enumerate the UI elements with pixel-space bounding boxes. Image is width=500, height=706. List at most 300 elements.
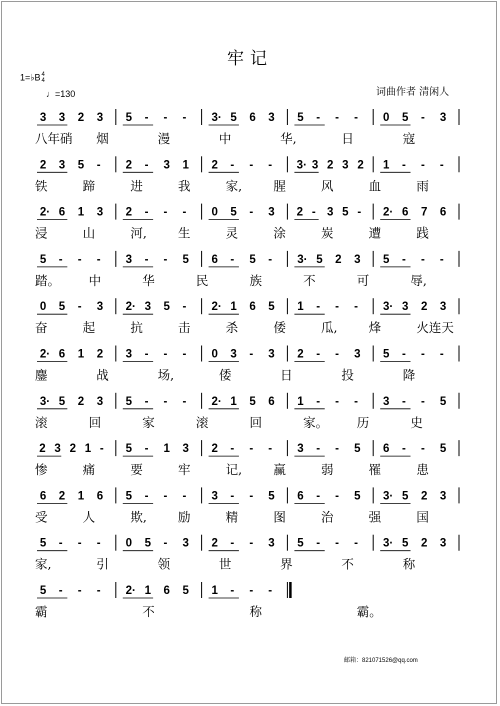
note: - bbox=[230, 585, 235, 597]
note: 3 bbox=[354, 348, 361, 361]
lyric-word: 民 bbox=[195, 272, 209, 288]
lyric-word: 家, bbox=[35, 556, 52, 572]
note: 5 bbox=[401, 112, 409, 124]
note: 2 bbox=[420, 301, 428, 314]
note: - bbox=[96, 159, 101, 172]
lyric-word: 日 bbox=[341, 131, 354, 146]
lyric-word: 辱, bbox=[410, 272, 427, 288]
lyric-word: 血 bbox=[368, 178, 382, 194]
note: 3 bbox=[439, 537, 447, 550]
note: 3 bbox=[182, 443, 189, 456]
lyric-word: 称 bbox=[249, 604, 263, 619]
note: - bbox=[249, 443, 254, 456]
note: - bbox=[163, 537, 168, 550]
note: 3 bbox=[354, 253, 361, 266]
note: - bbox=[420, 395, 425, 408]
note: - bbox=[182, 206, 187, 219]
note: 6 bbox=[439, 206, 447, 219]
lyric-word: 惨 bbox=[35, 462, 48, 478]
note: - bbox=[335, 490, 339, 503]
note: 2· bbox=[211, 301, 222, 314]
note: 2 bbox=[420, 490, 428, 503]
note: 5 bbox=[268, 301, 275, 314]
note: 3 bbox=[439, 301, 447, 314]
lyric-word: 八年硝 bbox=[35, 131, 73, 146]
lyric-word: 霸。 bbox=[356, 604, 382, 619]
note: 5 bbox=[383, 253, 390, 266]
lyric-word: 欺, bbox=[130, 509, 147, 525]
lyric-word: 投 bbox=[341, 367, 354, 383]
note: 3 bbox=[58, 112, 66, 124]
note: 3 bbox=[54, 443, 61, 456]
note: - bbox=[182, 112, 187, 124]
note: 6 bbox=[249, 112, 256, 124]
note: 5 bbox=[297, 112, 304, 124]
note: - bbox=[249, 490, 254, 503]
lyric-word: 回 bbox=[249, 414, 263, 430]
lyric-word: 火连天 bbox=[416, 320, 454, 336]
note: 3 bbox=[211, 490, 218, 503]
note: 2· bbox=[125, 301, 136, 314]
lyric-word: 痛 bbox=[82, 462, 96, 478]
note: 5 bbox=[297, 537, 304, 550]
note: - bbox=[230, 443, 235, 456]
note: - bbox=[144, 443, 149, 456]
note: - bbox=[316, 112, 321, 124]
lyric-word: 雨 bbox=[416, 178, 429, 194]
note: - bbox=[439, 348, 444, 361]
note: - bbox=[144, 206, 149, 219]
author-credit: 词曲作者 清闲人 bbox=[376, 87, 450, 98]
lyric-word: 烽 bbox=[368, 320, 382, 336]
note: - bbox=[182, 348, 187, 361]
note: - bbox=[420, 253, 425, 266]
note: 5 bbox=[249, 253, 256, 266]
note: 5 bbox=[125, 490, 133, 503]
note: 3 bbox=[96, 301, 104, 314]
note: 2· bbox=[383, 206, 394, 219]
note: 2 bbox=[296, 206, 304, 219]
note: 5 bbox=[354, 443, 361, 456]
note: 2· bbox=[39, 206, 51, 219]
note: - bbox=[268, 585, 273, 597]
lyric-word: 我 bbox=[178, 178, 191, 194]
lyric-word: 家。 bbox=[303, 414, 329, 430]
note: 3 bbox=[96, 112, 104, 124]
note: - bbox=[230, 490, 235, 503]
note: 5 bbox=[58, 301, 66, 314]
note: 3 bbox=[125, 348, 133, 361]
note: - bbox=[316, 537, 321, 550]
note: 0 bbox=[211, 348, 218, 361]
lyric-word: 涂 bbox=[273, 225, 286, 241]
note: 3 bbox=[230, 348, 237, 361]
note: - bbox=[268, 253, 273, 266]
note: - bbox=[316, 301, 321, 314]
time-signature: 4 4 bbox=[41, 72, 45, 84]
note: 2· bbox=[211, 395, 222, 408]
note: 3 bbox=[125, 253, 133, 266]
note: - bbox=[144, 159, 149, 172]
lyric-word: 受 bbox=[35, 509, 48, 525]
lyric-word: 图 bbox=[273, 509, 286, 525]
note: 3 bbox=[96, 206, 104, 219]
note: - bbox=[96, 585, 101, 597]
note: 1 bbox=[163, 443, 170, 456]
note: 5 bbox=[182, 253, 189, 266]
note: - bbox=[163, 348, 168, 361]
note: - bbox=[357, 206, 362, 219]
note: 1 bbox=[182, 159, 189, 172]
note: 6 bbox=[163, 585, 170, 597]
lyric-word: 国 bbox=[416, 509, 429, 525]
lyric-word: 山 bbox=[82, 225, 96, 241]
note: 2· bbox=[39, 348, 51, 361]
lyric-word: 中 bbox=[218, 131, 232, 146]
lyric-word: 滚 bbox=[35, 414, 48, 430]
note: 5 bbox=[316, 253, 323, 266]
note: - bbox=[77, 301, 82, 314]
lyric-word: 杀 bbox=[225, 320, 239, 336]
note: 3 bbox=[326, 206, 334, 219]
note: - bbox=[144, 395, 149, 408]
lyric-word: 寇 bbox=[402, 131, 416, 146]
note: 3 bbox=[268, 206, 275, 219]
lyric-word: 踏。 bbox=[35, 272, 61, 288]
lyric-word: 赢 bbox=[273, 462, 286, 478]
note: 6 bbox=[401, 206, 409, 219]
lyric-word: 世 bbox=[218, 556, 232, 572]
note: - bbox=[401, 253, 406, 266]
note: 3 bbox=[268, 348, 275, 361]
lyric-word: 引 bbox=[96, 556, 109, 572]
note: - bbox=[77, 585, 82, 597]
note: 3· bbox=[296, 159, 307, 172]
note: 3· bbox=[383, 490, 394, 503]
note: 2 bbox=[39, 159, 47, 172]
note: - bbox=[268, 443, 273, 456]
note: - bbox=[335, 443, 339, 456]
lyric-word: 华 bbox=[142, 272, 155, 288]
note: 3 bbox=[163, 159, 170, 172]
note: - bbox=[99, 443, 104, 456]
lyric-word: 烟 bbox=[96, 131, 109, 146]
note: - bbox=[58, 537, 63, 550]
note: - bbox=[420, 443, 425, 456]
song-title: 牢记 bbox=[227, 49, 273, 69]
note: 3 bbox=[268, 537, 275, 550]
note: - bbox=[58, 585, 63, 597]
lyric-word: 灵 bbox=[225, 225, 239, 241]
note: 1 bbox=[230, 395, 237, 408]
lyric-word: 牢 bbox=[178, 462, 191, 478]
note: 1 bbox=[230, 301, 237, 314]
note: - bbox=[249, 159, 254, 172]
note: 5 bbox=[77, 159, 85, 172]
note: - bbox=[249, 348, 254, 361]
note: 3 bbox=[297, 443, 304, 456]
note: - bbox=[96, 537, 101, 550]
note: - bbox=[335, 348, 339, 361]
note: 0 bbox=[211, 206, 218, 219]
note: 5 bbox=[144, 537, 151, 550]
lyric-word: 家 bbox=[142, 414, 155, 430]
note: 5 bbox=[230, 112, 237, 124]
note: 5 bbox=[439, 395, 447, 408]
note: - bbox=[401, 443, 406, 456]
note: - bbox=[316, 348, 321, 361]
note: 3 bbox=[439, 490, 447, 503]
note: - bbox=[182, 395, 187, 408]
note: 1 bbox=[211, 585, 218, 597]
lyric-word: 降 bbox=[402, 367, 416, 383]
note: 3 bbox=[144, 301, 151, 314]
note: 3· bbox=[383, 301, 394, 314]
note: 6 bbox=[249, 301, 256, 314]
note: 2 bbox=[211, 159, 218, 172]
note: 5 bbox=[383, 348, 390, 361]
lyric-word: 践 bbox=[416, 225, 429, 241]
contact-email: 邮箱：821071526@qq.com bbox=[344, 658, 418, 664]
lyric-word: 回 bbox=[88, 414, 102, 430]
note: 2· bbox=[125, 585, 136, 597]
note: - bbox=[163, 206, 168, 219]
lyric-word: 生 bbox=[178, 225, 191, 241]
note: 3 bbox=[39, 112, 47, 124]
note: 3 bbox=[383, 395, 390, 408]
note: 2 bbox=[211, 537, 218, 550]
note: 3 bbox=[96, 395, 104, 408]
lyric-word: 瓜, bbox=[321, 320, 338, 336]
note: 3 bbox=[342, 159, 349, 172]
note: - bbox=[182, 490, 187, 503]
note: 6 bbox=[58, 206, 66, 219]
note: - bbox=[316, 443, 321, 456]
note: 5 bbox=[125, 395, 133, 408]
note: 3· bbox=[383, 537, 394, 550]
note: 2 bbox=[357, 159, 364, 172]
note: 5 bbox=[268, 490, 275, 503]
note: 6 bbox=[383, 443, 390, 456]
note: - bbox=[144, 490, 149, 503]
note: - bbox=[230, 253, 235, 266]
note: - bbox=[311, 206, 316, 219]
note: 5 bbox=[182, 585, 189, 597]
lyric-word: 不 bbox=[142, 604, 155, 619]
note: - bbox=[163, 253, 168, 266]
note: - bbox=[439, 253, 444, 266]
lyric-word: 蹄 bbox=[82, 178, 96, 194]
lyric-word: 击 bbox=[178, 320, 191, 336]
note: - bbox=[182, 301, 187, 314]
note: 3 bbox=[58, 159, 66, 172]
key-label: 1=♭B bbox=[20, 72, 41, 83]
note: 6 bbox=[297, 490, 304, 503]
lyric-word: 称 bbox=[402, 556, 416, 572]
lyric-word: 记, bbox=[225, 462, 243, 478]
lyric-word: 腥 bbox=[273, 178, 286, 194]
note: 1 bbox=[297, 301, 304, 314]
lyric-word: 可 bbox=[356, 272, 370, 288]
lyric-word: 精 bbox=[225, 509, 239, 525]
note: 3 bbox=[401, 301, 409, 314]
lyric-word: 患 bbox=[416, 462, 429, 478]
note: - bbox=[401, 348, 406, 361]
lyric-word: 起 bbox=[82, 320, 96, 336]
lyric-word: 领 bbox=[157, 556, 171, 572]
note: 2 bbox=[39, 443, 46, 456]
note: 6 bbox=[58, 348, 66, 361]
note: - bbox=[316, 395, 321, 408]
note: 1 bbox=[297, 395, 304, 408]
note: 0 bbox=[39, 301, 47, 314]
lyric-word: 华, bbox=[280, 131, 297, 146]
lyric-word: 界 bbox=[280, 556, 293, 572]
note: 0 bbox=[125, 537, 133, 550]
note: - bbox=[144, 253, 149, 266]
lyric-word: 浸 bbox=[35, 225, 48, 241]
note: - bbox=[354, 395, 358, 408]
note: 6 bbox=[211, 253, 218, 266]
note: - bbox=[58, 253, 63, 266]
note: 2 bbox=[326, 159, 334, 172]
lyric-word: 罹 bbox=[368, 462, 382, 478]
note: - bbox=[249, 206, 254, 219]
lyric-word: 中 bbox=[88, 272, 102, 288]
note: - bbox=[163, 112, 168, 124]
note: 3· bbox=[211, 112, 222, 124]
note: 2 bbox=[77, 395, 85, 408]
lyric-word: 场, bbox=[157, 367, 175, 383]
lyric-word: 炭 bbox=[321, 225, 334, 241]
note: 7 bbox=[420, 206, 428, 219]
lyric-word: 进 bbox=[130, 178, 143, 194]
lyric-word: 日 bbox=[280, 367, 293, 383]
note: - bbox=[335, 395, 339, 408]
note: 3· bbox=[297, 253, 308, 266]
lyric-word: 河, bbox=[130, 225, 147, 241]
note: - bbox=[335, 301, 339, 314]
note: 1 bbox=[77, 348, 85, 361]
note: 3 bbox=[311, 159, 319, 172]
lyric-word: 滚 bbox=[195, 414, 209, 430]
lyric-word: 霸 bbox=[35, 604, 48, 619]
lyric-word: 倭 bbox=[218, 367, 232, 383]
lyric-word: 史 bbox=[410, 414, 423, 430]
note: 5 bbox=[39, 585, 47, 597]
lyric-word: 族 bbox=[249, 272, 263, 288]
note: - bbox=[420, 348, 425, 361]
lyric-word: 倭 bbox=[273, 320, 286, 336]
note: 1 bbox=[144, 585, 151, 597]
note: - bbox=[354, 537, 358, 550]
note: - bbox=[249, 537, 254, 550]
note: - bbox=[96, 253, 101, 266]
note: 5 bbox=[39, 253, 47, 266]
note: 3 bbox=[182, 537, 189, 550]
note: - bbox=[230, 159, 235, 172]
note: - bbox=[144, 348, 149, 361]
note: - bbox=[420, 112, 425, 124]
tempo-marking: ♩=130 bbox=[46, 89, 76, 99]
note: - bbox=[401, 395, 406, 408]
note: 5 bbox=[401, 537, 409, 550]
note: 0 bbox=[383, 112, 390, 124]
note: 5 bbox=[354, 490, 361, 503]
note: 5 bbox=[342, 206, 349, 219]
note: 5 bbox=[58, 395, 66, 408]
note: - bbox=[268, 159, 273, 172]
note: 3 bbox=[268, 112, 275, 124]
lyric-word: 不 bbox=[303, 272, 316, 288]
lyric-word: 历 bbox=[356, 414, 370, 430]
note: 5 bbox=[439, 443, 447, 456]
note: 6 bbox=[96, 490, 104, 503]
note: 2 bbox=[420, 537, 428, 550]
lyric-word: 人 bbox=[82, 509, 96, 525]
note: - bbox=[420, 159, 425, 172]
note: 2 bbox=[77, 112, 85, 124]
note: 2 bbox=[211, 443, 218, 456]
lyric-word: 漫 bbox=[157, 131, 171, 146]
note: 1 bbox=[383, 159, 390, 172]
lyric-word: 鏖 bbox=[35, 367, 48, 383]
note: - bbox=[439, 159, 444, 172]
lyric-word: 治 bbox=[321, 509, 334, 525]
lyric-word: 强 bbox=[368, 509, 382, 525]
note: 5 bbox=[125, 443, 133, 456]
note: - bbox=[335, 112, 339, 124]
note: 5 bbox=[230, 206, 237, 219]
note: - bbox=[77, 537, 82, 550]
note: - bbox=[401, 159, 406, 172]
note: 2 bbox=[297, 348, 304, 361]
note: 1 bbox=[77, 206, 85, 219]
note: - bbox=[144, 112, 149, 124]
note: 2 bbox=[58, 490, 66, 503]
note: 3 bbox=[439, 112, 447, 124]
lyric-word: 奋 bbox=[35, 320, 48, 336]
note: 2 bbox=[125, 206, 133, 219]
note: - bbox=[316, 490, 321, 503]
note: 1 bbox=[84, 443, 92, 456]
note: - bbox=[163, 395, 168, 408]
lyric-word: 弱 bbox=[321, 462, 334, 478]
note: 3· bbox=[39, 395, 51, 408]
lyric-word: 抗 bbox=[130, 320, 143, 336]
note: 2 bbox=[69, 443, 77, 456]
note: - bbox=[354, 112, 358, 124]
note: 5 bbox=[125, 112, 133, 124]
note: - bbox=[77, 253, 82, 266]
lyric-word: 遭 bbox=[368, 225, 382, 241]
lyric-word: 战 bbox=[96, 367, 109, 383]
note: 2 bbox=[125, 159, 133, 172]
note: - bbox=[354, 301, 358, 314]
note: 6 bbox=[268, 395, 275, 408]
lyric-word: 家, bbox=[225, 178, 243, 194]
note: - bbox=[335, 537, 339, 550]
note: 5 bbox=[249, 395, 256, 408]
note: 2 bbox=[335, 253, 342, 266]
lyric-word: 不 bbox=[341, 556, 354, 572]
note: 1 bbox=[77, 490, 85, 503]
note: - bbox=[230, 537, 235, 550]
note: 2 bbox=[96, 348, 104, 361]
note: - bbox=[249, 585, 254, 597]
note: - bbox=[163, 490, 168, 503]
lyric-word: 励 bbox=[178, 509, 191, 525]
